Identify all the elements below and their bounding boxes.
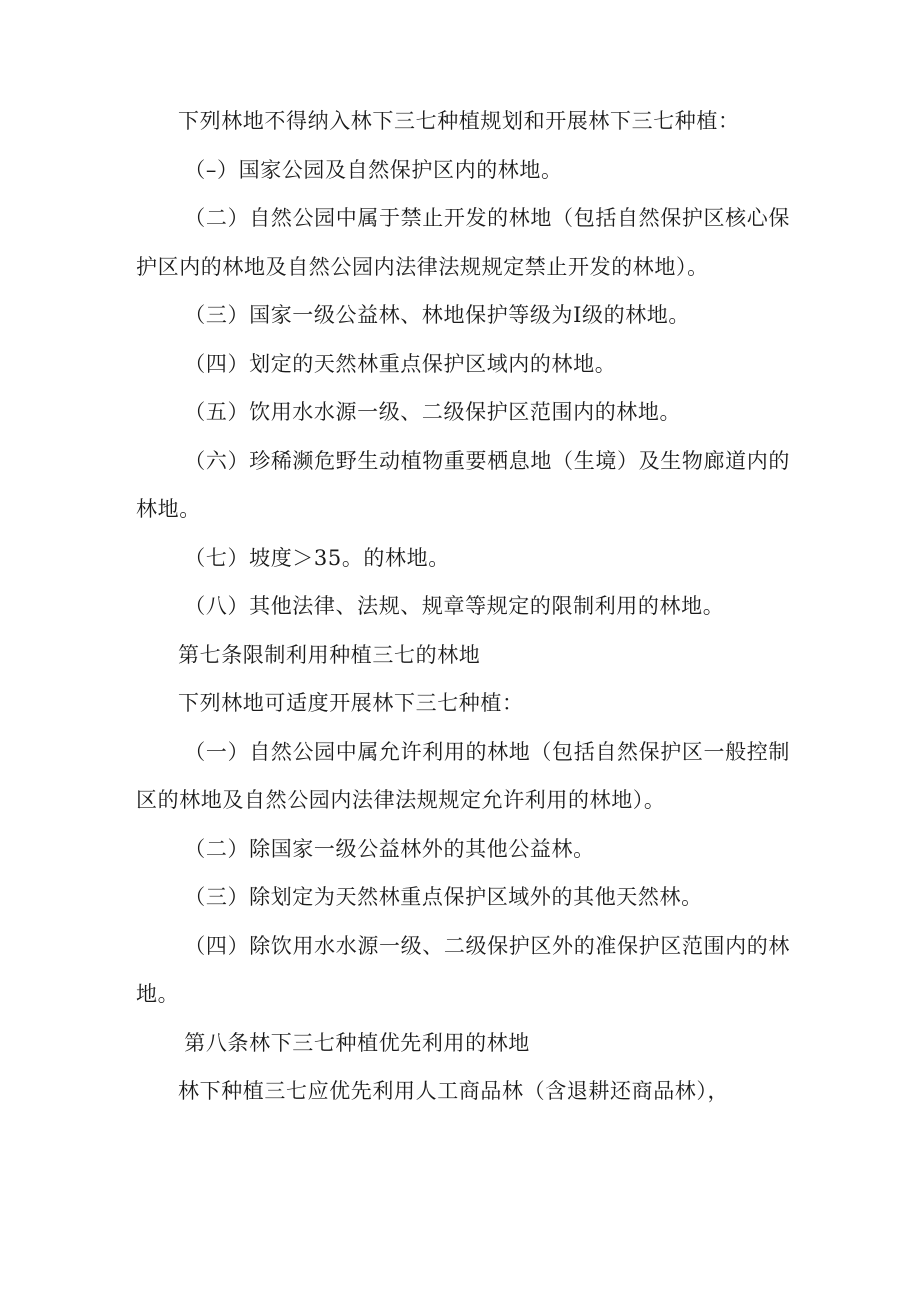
list-item-2: （二）自然公园中属于禁止开发的林地（包括自然保护区核心保护区内的林地及自然公园内法律法规规定禁止开发的林地）。 (136, 206, 790, 279)
document-body (136, 97, 790, 1116)
paragraph-priority: 林下种植三七应优先利用人工商品林（含退耕还商品林）， (178, 1079, 730, 1103)
list-item-6: （六）珍稀濒危野生动植物重要栖息地（生境）及生物廊道内的林地。 (136, 448, 790, 521)
paragraph-intro-prohibited: 下列林地不得纳入林下三七种植规划和开展林下三七种植： (178, 109, 740, 133)
list-item-limited-3: （三）除划定为天然林重点保护区域外的其他天然林。 (184, 885, 703, 909)
list-item-limited-2: （二）除国家一级公益林外的其他公益林。 (184, 836, 595, 861)
list-item-8: （八）其他法律、法规、规章等规定的限制利用的林地。 (184, 594, 725, 618)
article-8-heading: 第八条林下三七种植优先利用的林地 (184, 1030, 530, 1055)
list-item-3: （三）国家一级公益林、林地保护等级为Ⅰ级的林地。 (184, 303, 690, 327)
paragraph-intro-limited: 下列林地可适度开展林下三七种植： (178, 691, 524, 715)
article-7-heading: 第七条限制利用种植三七的林地 (178, 642, 481, 667)
list-item-limited-1: （一）自然公园中属允许利用的林地（包括自然保护区一般控制区的林地及自然公园内法律法规规定允许利用的林地）。 (136, 739, 790, 812)
list-item-1: （–）国家公园及自然保护区内的林地。 (184, 157, 563, 182)
list-item-7: （七）坡度＞35。的林地。 (184, 545, 450, 570)
list-item-limited-4: （四）除饮用水水源一级、二级保护区外的准保护区范围内的林地。 (136, 933, 790, 1006)
list-item-4: （四）划定的天然林重点保护区域内的林地。 (184, 351, 617, 376)
list-item-5: （五）饮用水水源一级、二级保护区范围内的林地。 (184, 400, 682, 424)
